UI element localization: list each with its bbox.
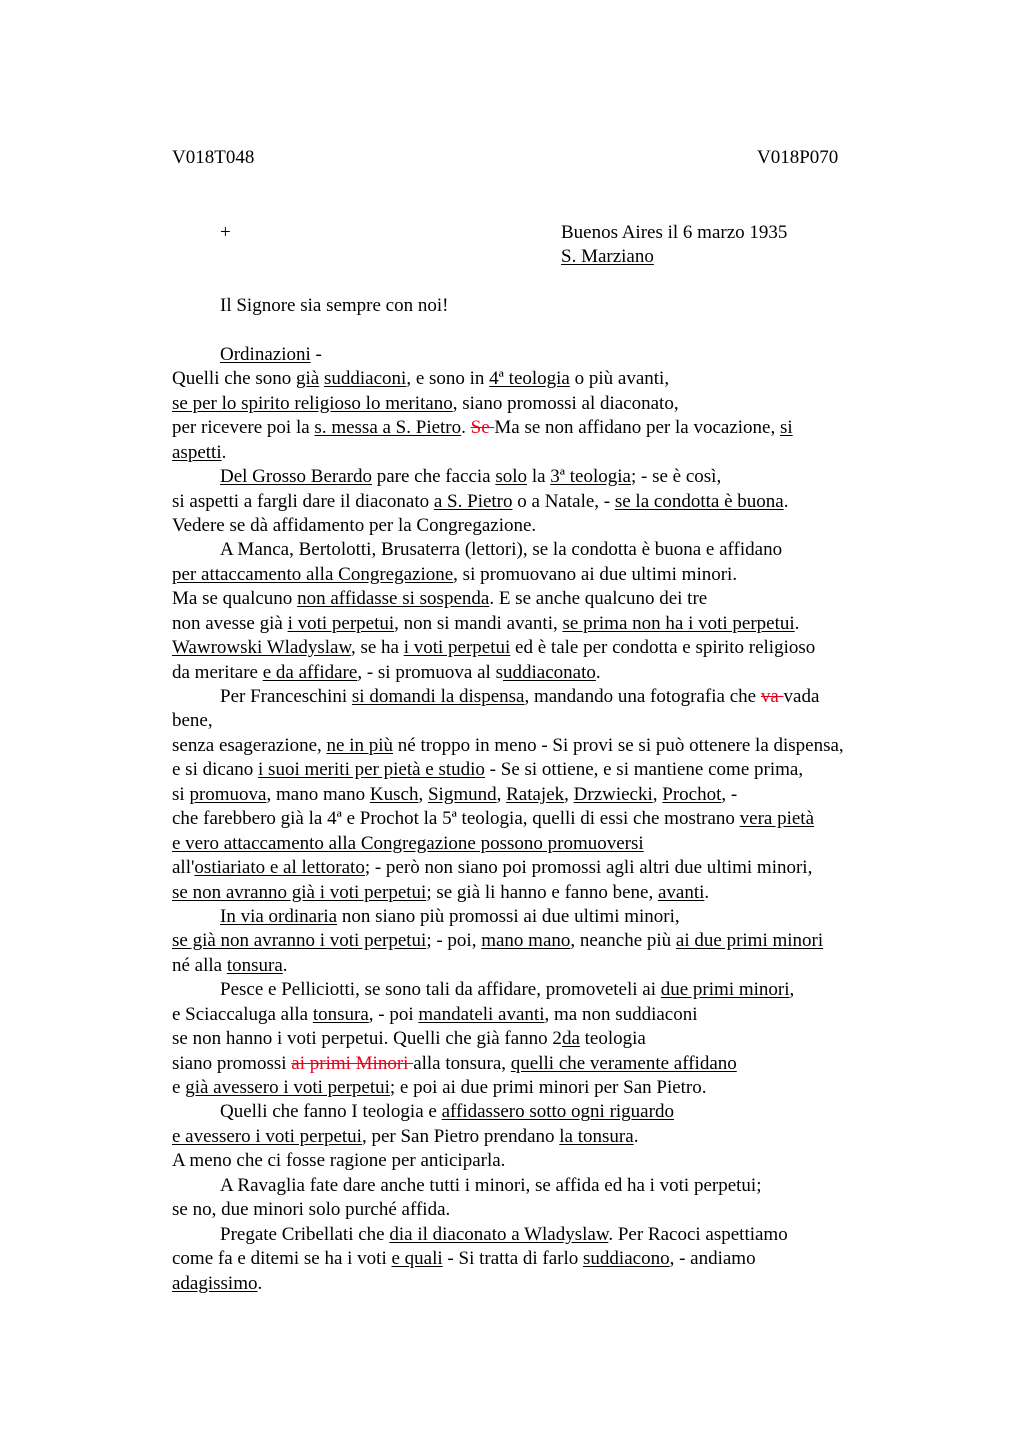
text-segment: , e sono in [406, 368, 490, 390]
underlined-text: adagissimo [172, 1272, 258, 1294]
text-segment: non avesse già [172, 612, 288, 634]
text-segment: per ricevere poi la [172, 417, 315, 439]
underlined-text: Ratajek [506, 783, 565, 805]
text-segment: , - andiamo [669, 1248, 756, 1270]
underlined-text: i suoi meriti per pietà e studio [258, 759, 485, 781]
underlined-text: se non avranno già i voti perpetui [172, 881, 427, 903]
letter-line [172, 538, 932, 562]
text-segment: Quelli che sono [172, 368, 297, 390]
text-segment: o a Natale, - [512, 490, 615, 512]
text-segment: - Se si ottiene, e si mantiene come prima, [484, 759, 804, 781]
underlined-text: quelli che veramente affidano [510, 1052, 737, 1074]
text-segment: . [704, 881, 710, 903]
underlined-text: già [296, 368, 320, 390]
letter-line [172, 1125, 932, 1149]
text-segment: Quelli che fanno I teologia e [220, 1101, 442, 1123]
document-code-left: V018T048 [172, 147, 255, 168]
text-segment: , per San Pietro prendano [361, 1125, 560, 1147]
letter-line [172, 465, 932, 489]
text-segment: . [633, 1125, 639, 1147]
underlined-text: Wawrowski Wladyslaw [172, 637, 351, 659]
text-segment: Per Franceschini [220, 686, 352, 707]
underlined-text: se prima non ha i voti perpetui [562, 612, 795, 634]
letter-body [172, 294, 932, 1296]
letter-line [172, 758, 932, 782]
text-segment: Vedere se dà affidamento per la Congregazione. [172, 514, 537, 536]
text-segment: si [172, 783, 190, 805]
letter-line [172, 954, 932, 978]
underlined-text: e vero attaccamento alla Congregazione possono promuoversi [172, 832, 644, 854]
underlined-text: suddiaconi [323, 368, 407, 390]
text-segment: A Ravaglia fate dare anche tutti i minori, se affida ed ha i voti perpetui; [220, 1174, 762, 1196]
text-segment: né alla [172, 954, 227, 976]
text-segment: senza esagerazione, [172, 734, 327, 756]
underlined-text: a S. Pietro [433, 490, 513, 512]
text-segment: , si promuovano ai due ultimi minori. [453, 563, 738, 585]
text-segment: - Si tratta di farlo [442, 1248, 584, 1270]
underlined-text: e quali [391, 1248, 443, 1270]
underlined-text: Prochot [662, 783, 722, 805]
underlined-text: tonsura [226, 954, 283, 976]
underlined-text: affidassero sotto ogni riguardo [441, 1101, 674, 1123]
text-segment: , neanche più [570, 930, 676, 952]
underlined-text: se per lo spirito religioso lo meritano [172, 392, 453, 414]
text-segment: all' [172, 857, 195, 879]
text-segment: , siano promossi al diaconato, [452, 392, 679, 414]
underlined-text: non affidasse si sospenda [297, 588, 490, 610]
letter-line [172, 1247, 932, 1271]
paragraph-gap [172, 318, 932, 342]
underlined-text: e avessero i voti perpetui [172, 1125, 362, 1147]
letter-line [172, 881, 932, 905]
underlined-text: si [779, 417, 793, 439]
underlined-text: s. messa a S. Pietro [314, 417, 462, 439]
underlined-text: 4ª teologia [489, 368, 570, 390]
letter-line [172, 1149, 932, 1173]
underlined-text: mano mano [481, 930, 571, 952]
underlined-text: promuova [189, 783, 267, 805]
underlined-text: uddiaconato [502, 661, 596, 683]
text-segment: . [794, 612, 800, 634]
underlined-text: già avessero i voti perpetui [185, 1077, 390, 1098]
letter-line [172, 587, 932, 611]
cross-mark: + [220, 222, 231, 243]
text-segment: , [418, 783, 428, 805]
letter-line [172, 1272, 932, 1296]
underlined-text: In via ordinaria [220, 905, 338, 927]
underlined-text: se già non avranno i voti perpetui [172, 930, 427, 952]
letter-line [172, 1076, 932, 1100]
text-segment: siano promossi [172, 1052, 292, 1074]
text-segment: , [789, 979, 795, 1001]
text-segment: Ma se non affidano per la vocazione, [494, 417, 780, 439]
letter-line [172, 343, 932, 367]
struck-text: va [760, 686, 784, 707]
text-segment: la [527, 466, 551, 488]
text-segment: Ma se qualcuno [172, 588, 298, 610]
text-segment: . [461, 417, 471, 439]
underlined-text: se la condotta è buona [614, 490, 784, 512]
text-segment: né troppo in meno - Si provi se si può ottenere la dispensa, [393, 734, 844, 756]
text-segment: . [257, 1272, 263, 1294]
text-segment: , - si promuova al s [357, 661, 503, 683]
underlined-text: Drzwiecki [573, 783, 653, 805]
text-segment: vada [783, 686, 820, 707]
document-code-right: V018P070 [757, 147, 839, 168]
saint-day-text: S. Marziano [561, 246, 654, 267]
text-segment: , ma non suddiaconi [544, 1003, 698, 1025]
letter-line [172, 929, 932, 953]
underlined-text: suddiacono [583, 1248, 670, 1270]
text-segment: ; e poi ai due primi minori per San Pietro. [389, 1077, 707, 1098]
letter-line [172, 490, 932, 514]
underlined-text: Kusch [369, 783, 419, 805]
text-segment: ed è tale per condotta e spirito religioso [510, 637, 816, 659]
letter-line [172, 1027, 932, 1051]
underlined-text: i voti perpetui [287, 612, 395, 634]
place-date: Buenos Aires il 6 marzo 1935 [561, 222, 788, 243]
underlined-text: due primi minori [660, 979, 790, 1001]
greeting: Il Signore sia sempre con noi! [220, 295, 449, 316]
letter-line [172, 416, 932, 440]
text-segment: e [172, 1077, 186, 1098]
letter-line [172, 1100, 932, 1124]
text-segment: . [595, 661, 601, 683]
underlined-text: avanti [657, 881, 705, 903]
letter-line [172, 514, 932, 538]
text-segment: . [221, 441, 227, 463]
struck-text: ai primi Minori [291, 1052, 414, 1074]
underlined-text: la tonsura [559, 1125, 634, 1147]
letter-line [172, 832, 932, 856]
text-segment: , - poi [368, 1003, 419, 1025]
struck-text: Se [470, 417, 495, 439]
text-segment: ; - se è così, [630, 466, 722, 488]
letter-line [172, 392, 932, 416]
saint-day [561, 245, 654, 269]
underlined-text: Del Grosso Berardo [220, 466, 372, 488]
letter-line [172, 709, 932, 733]
letter-line [172, 367, 932, 391]
underlined-text: da [561, 1028, 580, 1050]
underlined-text: vera pietà [739, 808, 815, 830]
underlined-text: e da affidare [262, 661, 358, 683]
text-segment: , [652, 783, 663, 805]
letter-line [172, 636, 932, 660]
underlined-text: mandateli avanti [418, 1003, 545, 1025]
letter-lines [172, 343, 932, 1296]
text-segment: ; se già li hanno e fanno bene, [426, 881, 658, 903]
text-segment: A meno che ci fosse ragione per anticiparla. [172, 1150, 506, 1172]
text-segment: Pregate Cribellati che [220, 1223, 390, 1245]
text-segment: pare che faccia [371, 466, 496, 488]
text-segment: , [496, 783, 507, 805]
letter-line [172, 1003, 932, 1027]
text-segment: che farebbero già la 4ª e Prochot la 5ª teologia, quelli di essi che mostrano [172, 808, 740, 830]
text-segment: . [282, 954, 288, 976]
text-segment: ; - poi, [426, 930, 482, 952]
letter-line [172, 563, 932, 587]
letter-line [172, 441, 932, 465]
text-segment: , - [721, 783, 738, 805]
underlined-text: 3ª teologia [550, 466, 631, 488]
text-segment: se no, due minori solo purché affida. [172, 1199, 451, 1221]
letter-line [172, 905, 932, 929]
text-segment: , mano mano [266, 783, 370, 805]
text-segment: , [564, 783, 574, 805]
text-segment: alla tonsura, [413, 1052, 511, 1074]
text-segment: A Manca, Bertolotti, Brusaterra (lettori), se la condotta è buona e affidano [220, 539, 783, 561]
underlined-text: dia il diaconato a Wladyslaw [389, 1223, 609, 1245]
underlined-text: i voti perpetui [403, 637, 511, 659]
underlined-text: per attaccamento alla Congregazione [172, 563, 454, 585]
text-segment: . Per Racoci aspettiamo [608, 1223, 788, 1245]
underlined-text: ne in più [326, 734, 394, 756]
letter-line [172, 612, 932, 636]
letter-line [172, 856, 932, 880]
underlined-text: tonsura [312, 1003, 369, 1025]
text-segment: Pesce e Pelliciotti, se sono tali da affidare, promoveteli ai [220, 979, 661, 1001]
underlined-text: si domandi la dispensa [351, 686, 525, 707]
text-segment: da meritare [172, 661, 263, 683]
letter-line [172, 1052, 932, 1076]
text-segment: e si dicano [172, 759, 259, 781]
underlined-text: Ordinazioni [220, 343, 311, 365]
text-segment: se non hanno i voti perpetui. Quelli che già fanno 2 [172, 1028, 562, 1050]
text-segment: . [783, 490, 789, 512]
text-segment: , se ha [350, 637, 404, 659]
text-segment: , mandando una fotografia che [524, 686, 761, 707]
text-segment: teologia [579, 1028, 646, 1050]
text-segment: non siano più promossi ai due ultimi minori, [337, 905, 680, 927]
text-segment: o più avanti, [569, 368, 670, 390]
letter-line [172, 1174, 932, 1198]
text-segment: . E se anche qualcuno dei tre [489, 588, 708, 610]
letter-line [172, 734, 932, 758]
underlined-text: ai due primi minori [675, 930, 824, 952]
underlined-text: solo [495, 466, 528, 488]
text-segment: - [310, 343, 322, 365]
text-segment: ; - però non siano poi promossi agli altri due ultimi minori, [364, 857, 813, 879]
text-segment: come fa e ditemi se ha i voti [172, 1248, 392, 1270]
underlined-text: Sigmund [427, 783, 497, 805]
letter-line [172, 807, 932, 831]
underlined-text: ostiariato e al lettorato [194, 857, 365, 879]
letter-line [172, 783, 932, 807]
text-segment: si aspetti a fargli dare il diaconato [172, 490, 434, 512]
text-segment: bene, [172, 710, 213, 732]
letter-line [172, 685, 932, 709]
letter-line [172, 661, 932, 685]
underlined-text: aspetti [172, 441, 222, 463]
letter-line [172, 1198, 932, 1222]
letter-line [172, 978, 932, 1002]
text-segment: , non si mandi avanti, [394, 612, 563, 634]
letter-line [172, 1223, 932, 1247]
text-segment: e Sciaccaluga alla [172, 1003, 313, 1025]
